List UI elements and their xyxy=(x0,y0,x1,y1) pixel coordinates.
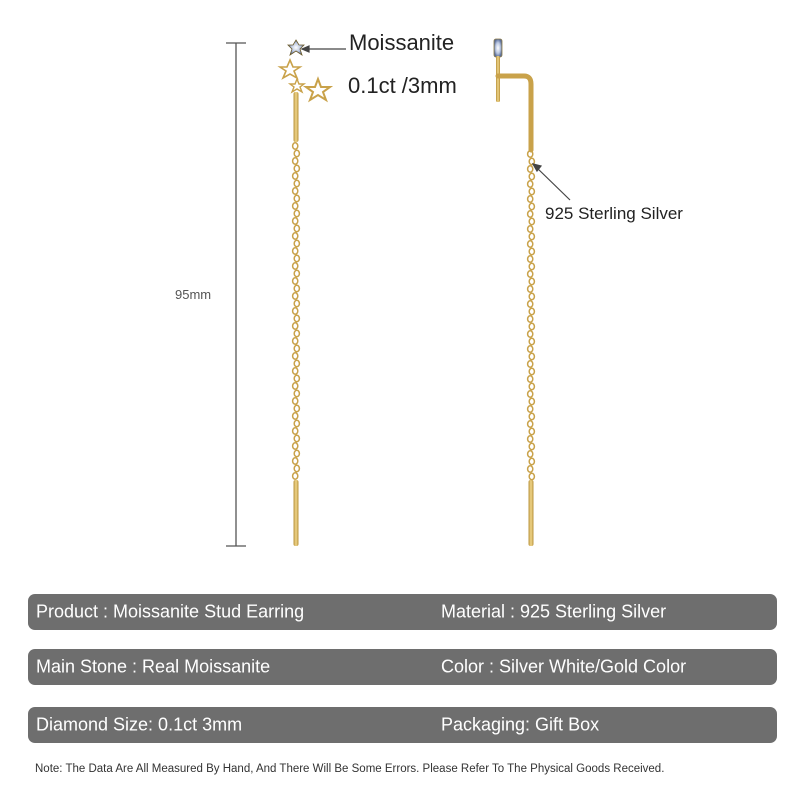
chain-link xyxy=(293,218,298,224)
chain-link xyxy=(529,188,534,194)
chain-link xyxy=(529,398,534,404)
chain-link xyxy=(529,458,534,464)
chain-link xyxy=(294,300,299,306)
spec-row-size xyxy=(28,707,777,743)
chain-link xyxy=(293,353,298,359)
chain-link xyxy=(293,188,298,194)
chain-link xyxy=(293,443,298,449)
chain-link xyxy=(528,331,533,337)
chain-link xyxy=(529,248,534,254)
side-chain xyxy=(528,151,535,480)
stone-pointer-arrow xyxy=(302,46,346,52)
chain-link xyxy=(528,166,533,172)
chain-link xyxy=(294,255,299,261)
chain-link xyxy=(293,413,298,419)
chain-link xyxy=(294,240,299,246)
chain-link xyxy=(293,473,298,479)
chain-link xyxy=(529,323,534,329)
stone-size-label: 0.1ct /3mm xyxy=(348,73,457,98)
chain-link xyxy=(294,465,299,471)
chain-link xyxy=(529,263,534,269)
spec-main-stone: Main Stone : Real Moissanite xyxy=(36,656,271,677)
chain-link xyxy=(294,285,299,291)
chain-link xyxy=(529,233,534,239)
star-outline-icon xyxy=(280,60,300,78)
measurement-note: Note: The Data Are All Measured By Hand, And There Will Be Some Errors. Please Refer To The Physical Goods Received. xyxy=(35,763,665,775)
chain-link xyxy=(293,173,298,179)
chain-link xyxy=(528,226,533,232)
chain-link xyxy=(294,330,299,336)
chain-link xyxy=(293,233,298,239)
star-solid-icon xyxy=(306,79,330,100)
chain-link xyxy=(294,390,299,396)
side-stone-icon xyxy=(494,39,502,57)
chain-link xyxy=(528,361,533,367)
chain-link xyxy=(293,458,298,464)
chain-link xyxy=(528,436,533,442)
side-bar-bottom xyxy=(529,480,534,546)
chain-link xyxy=(528,271,533,277)
chain-link xyxy=(528,196,533,202)
front-chain xyxy=(293,143,300,479)
chain-link xyxy=(293,278,298,284)
chain-link xyxy=(528,451,533,457)
metal-pointer-arrow xyxy=(533,164,570,200)
chain-link xyxy=(293,368,298,374)
chain-link xyxy=(528,421,533,427)
chain-link xyxy=(529,413,534,419)
chain-link xyxy=(294,165,299,171)
front-bar-top xyxy=(294,92,299,142)
chain-link xyxy=(528,286,533,292)
chain-link xyxy=(293,293,298,299)
chain-link xyxy=(293,308,298,314)
chain-link xyxy=(294,195,299,201)
chain-link xyxy=(293,248,298,254)
spec-row-product xyxy=(28,594,777,630)
chain-link xyxy=(529,368,534,374)
spec-product: Product : Moissanite Stud Earring xyxy=(36,601,305,622)
chain-link xyxy=(528,301,533,307)
chain-link xyxy=(529,278,534,284)
chain-link xyxy=(293,428,298,434)
chain-link xyxy=(528,406,533,412)
chain-link xyxy=(528,346,533,352)
spec-diamond-size: Diamond Size: 0.1ct 3mm xyxy=(36,714,243,735)
chain-link xyxy=(528,316,533,322)
stone-label: Moissanite xyxy=(349,30,455,55)
earring-front-view xyxy=(280,40,330,546)
chain-link xyxy=(294,360,299,366)
chain-link xyxy=(529,338,534,344)
chain-link xyxy=(293,203,298,209)
chain-link xyxy=(293,338,298,344)
front-bar-bottom xyxy=(294,480,299,546)
chain-link xyxy=(293,383,298,389)
chain-link xyxy=(294,270,299,276)
chain-link xyxy=(293,398,298,404)
chain-link xyxy=(294,420,299,426)
chain-link xyxy=(294,345,299,351)
chain-link xyxy=(528,391,533,397)
chain-link xyxy=(293,143,298,149)
chain-link xyxy=(529,443,534,449)
chain-link xyxy=(529,473,534,479)
spec-color: Color : Silver White/Gold Color xyxy=(441,656,687,677)
chain-link xyxy=(293,263,298,269)
side-post xyxy=(496,56,500,102)
spec-material: Material : 925 Sterling Silver xyxy=(441,601,667,622)
chain-link xyxy=(528,466,533,472)
chain-link xyxy=(529,293,534,299)
chain-link xyxy=(529,203,534,209)
chain-link xyxy=(529,173,534,179)
chain-link xyxy=(294,210,299,216)
earring-side-view xyxy=(494,39,534,546)
height-measure-line xyxy=(226,43,246,546)
chain-link xyxy=(528,376,533,382)
chain-link xyxy=(529,383,534,389)
chain-link xyxy=(528,181,533,187)
chain-link xyxy=(293,323,298,329)
star-small-icon xyxy=(290,79,304,92)
chain-link xyxy=(294,375,299,381)
chain-link xyxy=(294,180,299,186)
chain-link xyxy=(294,450,299,456)
moissanite-stone-icon xyxy=(288,40,304,55)
spec-packaging: Packaging: Gift Box xyxy=(441,714,600,735)
chain-link xyxy=(528,211,533,217)
chain-link xyxy=(294,435,299,441)
chain-link xyxy=(294,405,299,411)
side-hook xyxy=(498,76,531,150)
spec-row-stone xyxy=(28,649,777,685)
chain-link xyxy=(529,218,534,224)
chain-link xyxy=(294,315,299,321)
chain-link xyxy=(528,241,533,247)
length-label: 95mm xyxy=(175,287,212,302)
chain-link xyxy=(528,256,533,262)
chain-link xyxy=(529,308,534,314)
chain-link xyxy=(293,158,298,164)
chain-link xyxy=(529,353,534,359)
metal-label: 925 Sterling Silver xyxy=(545,204,683,223)
chain-link xyxy=(529,428,534,434)
chain-link xyxy=(294,225,299,231)
chain-link xyxy=(294,150,299,156)
